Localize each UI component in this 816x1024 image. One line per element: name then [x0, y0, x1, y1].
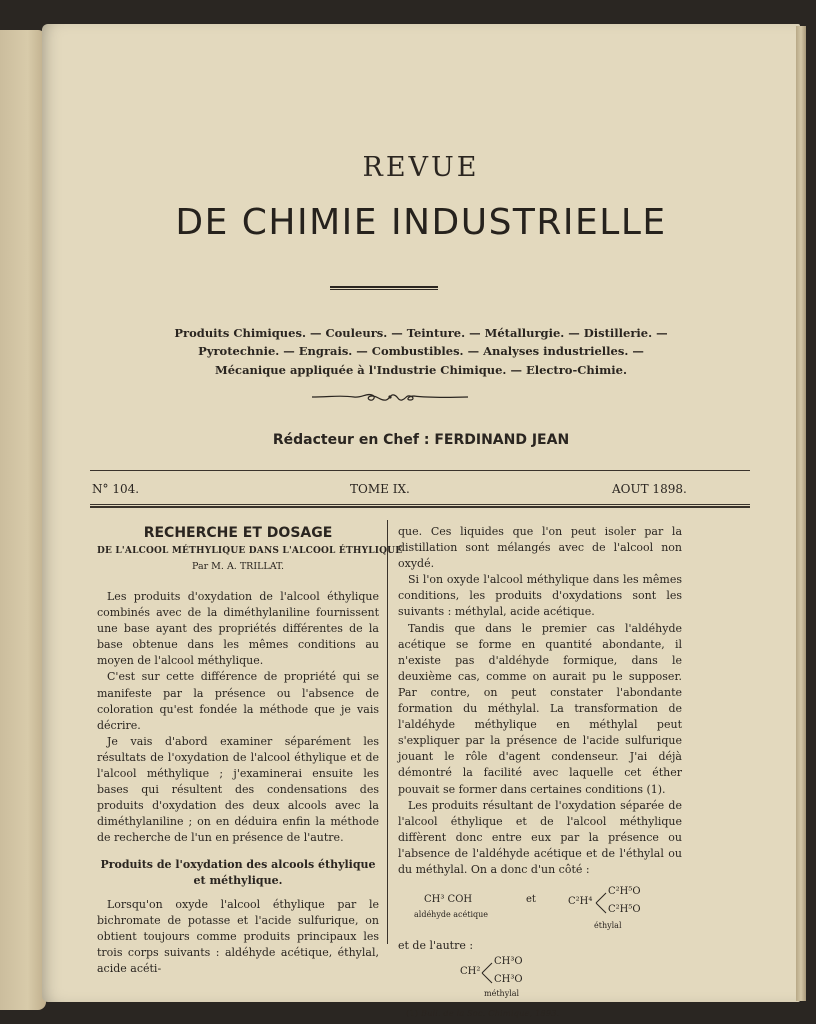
formula-methylal-left: CH²: [460, 966, 481, 978]
section-heading: Produits de l'oxydation des alcools éthylique et méthylique.: [100, 857, 376, 887]
title-rule: [330, 286, 438, 290]
issue-number: N° 104.: [92, 482, 140, 496]
paragraph: C'est sur cette différence de propriété qui se manifeste par la présence ou l'absence de coloration qu'est fondée la méthode que je vais décrire.: [97, 670, 379, 732]
formula-ethylal-bottom: C²H⁵O: [608, 904, 641, 916]
paragraph: que. Ces liquides que l'on peut isoler par la distillation sont mélangés avec de l'alcool non oxydé.: [398, 525, 682, 571]
formula-aldehyde-ethylal: [398, 878, 682, 938]
column-right: [398, 524, 682, 1022]
masthead-title: DE CHIMIE INDUSTRIELLE: [175, 202, 667, 243]
issue-tome: TOME IX.: [350, 482, 410, 496]
paragraph: Lorsqu'on oxyde l'alcool éthylique par le bichromate de potasse et l'acide sulfurique, on obtient toujours comme produits principaux les trois corps suivants : aldéhyde acétique, éthylal, acide acéti-: [97, 897, 379, 975]
formula-aldehyde-label: aldéhyde acétique: [414, 910, 489, 920]
formula-ethylal-left: C²H⁴: [568, 896, 593, 908]
paragraph: Tandis que dans le premier cas l'aldéhyde acétique se forme en quantité abondante, il n'existe pas d'aldéhyde formique, dans le deuxième cas, comme on aurait pu le supposer. Par contre, on peut constater l'abondante formation du méthylal. La transformation de l'aldéhyde méthylique en méthylal peut s'expliquer par la présence de l'acide sulfurique jouant le rôle d'agent condenseur. J'ai déjà démontré la facilité avec laquelle cet éther pouvait se former dans certaines conditions (1).: [398, 621, 682, 796]
formula-bond-brace: [594, 888, 608, 918]
formula-ethylal-label: éthylal: [594, 921, 622, 931]
paragraph: et de l'autre :: [398, 939, 474, 953]
left-page-edge: [0, 30, 46, 1010]
issue-date: AOUT 1898.: [612, 482, 687, 496]
paragraph: Les produits d'oxydation de l'alcool éthylique combinés avec de la diméthylaniline fournissent une base ayant des propriétés différentes de la base obtenue dans les mêmes conditions au moyen de l'alcool méthylique.: [97, 590, 379, 668]
column-divider: [387, 520, 388, 944]
subjects-line-2: Pyrotechnie. — Engrais. — Combustibles. — Analyses industrielles. —: [198, 344, 644, 358]
footnote: [398, 1006, 682, 1022]
formula-aldehyde: CH³ COH: [424, 894, 473, 906]
formula-conjunction: et: [526, 894, 536, 906]
ornament-divider: [310, 386, 470, 408]
formula-ethylal-top: C²H⁵O: [608, 886, 641, 898]
masthead-revue: REVUE: [362, 152, 480, 183]
footnote-text: Bull. de la Soc. Chimique, 1893.: [420, 1009, 560, 1020]
formula-methylal-bottom: CH³O: [494, 974, 523, 986]
formula-methylal-top: CH³O: [494, 956, 523, 968]
header-rule-bottom: [90, 504, 750, 508]
article-author: Par M. A. TRILLAT.: [191, 561, 285, 572]
header-rule-top: [90, 470, 750, 471]
article-title: RECHERCHE ET DOSAGE: [143, 525, 333, 541]
formula-bond-brace: [480, 958, 494, 988]
footnote-marker: (1): [406, 1009, 419, 1020]
editor-line: Rédacteur en Chef : FERDINAND JEAN: [272, 432, 570, 448]
subjects-line-3: Mécanique appliquée à l'Industrie Chimique. — Electro-Chimie.: [215, 363, 627, 377]
column-left: [97, 524, 403, 977]
formula-methylal: [398, 954, 682, 1000]
subjects-line-1: Produits Chimiques. — Couleurs. — Teinture. — Métallurgie. — Distillerie. —: [174, 326, 668, 340]
page-stack-edge: [796, 26, 806, 1001]
paragraph: Les produits résultant de l'oxydation séparée de l'alcool éthylique et de l'alcool méthylique diffèrent donc entre eux par la présence ou l'absence de l'aldéhyde acétique et de l'éthylal ou du méthylal. On a donc d'un côté :: [398, 798, 682, 876]
paragraph: Si l'on oxyde l'alcool méthylique dans les mêmes conditions, les produits d'oxydations sont les suivants : méthylal, acide acétique.: [398, 573, 682, 619]
formula-methylal-label: méthylal: [484, 989, 520, 999]
paragraph: Je vais d'abord examiner séparément les résultats de l'oxydation de l'alcool éthylique et de l'alcool méthylique ; j'examinerai ensuite les bases qui résultent des condensations des produits d'oxydation des deux alcools avec la diméthylaniline ; on en déduira enfin la méthode de recherche de l'un en présence de l'autre.: [97, 734, 379, 845]
article-subtitle: DE L'ALCOOL MÉTHYLIQUE DANS L'ALCOOL ÉTHYLIQUE: [97, 546, 403, 556]
journal-page: [42, 24, 800, 1020]
